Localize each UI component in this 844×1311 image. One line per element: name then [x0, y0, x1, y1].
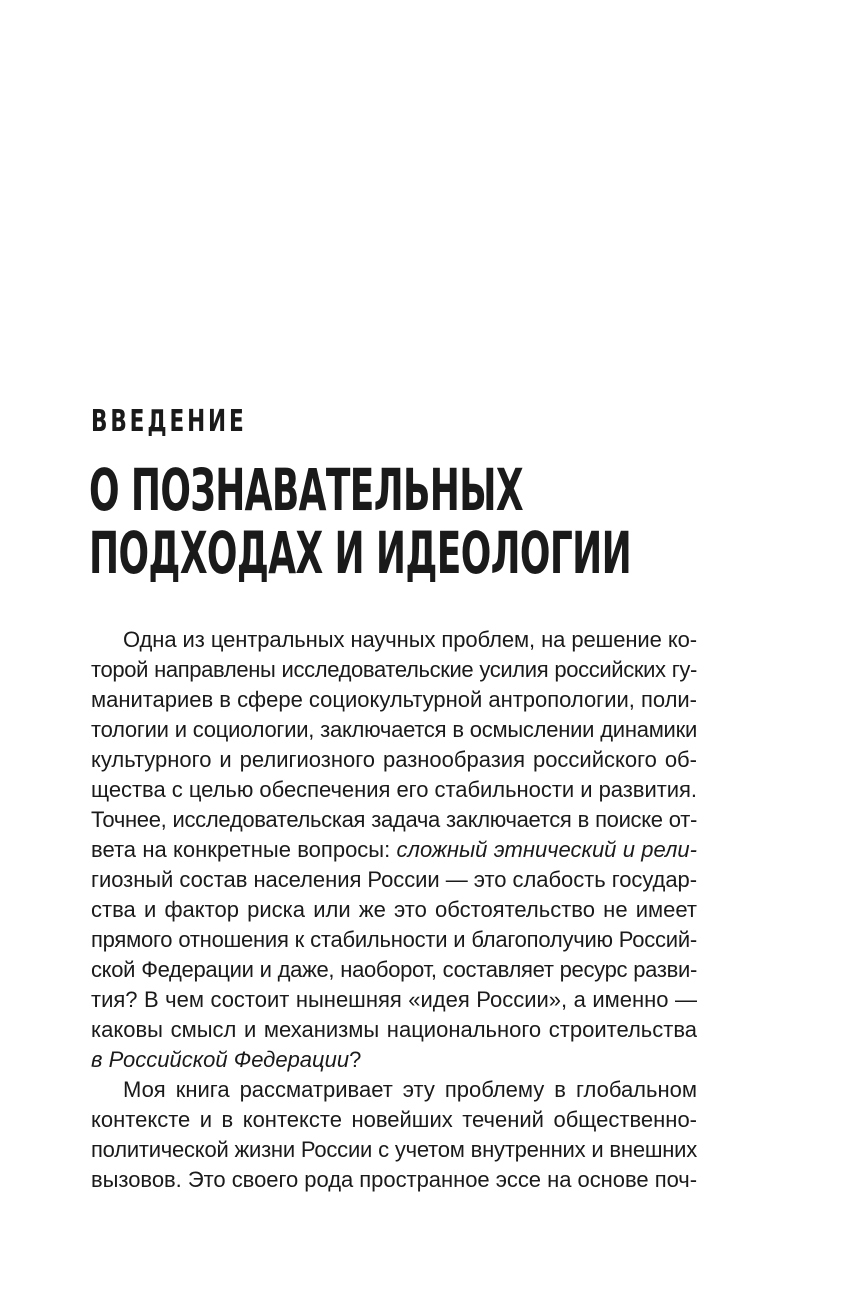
- paragraph-line: манитариев в сфере социокультурной антропологии, поли-: [91, 687, 697, 712]
- italic-line: ской Федерации и даже, наоборот, составляет ресурс разви-: [91, 957, 697, 982]
- paragraph-line: культурного и религиозного разнообразия российского об-: [91, 747, 697, 772]
- italic-segment: сложный этнический и рели-: [396, 837, 697, 862]
- italic-line: ства и фактор риска или же это обстоятельство не имеет: [91, 897, 697, 922]
- paragraph-line: вызовов. Это своего рода пространное эссе на основе поч-: [91, 1167, 697, 1192]
- italic-line: гиозный состав населения России — это слабость государ-: [91, 867, 697, 892]
- section-label: ВВЕДЕНИЕ: [91, 404, 247, 439]
- paragraph-line: торой направлены исследовательские усилия российских гу-: [91, 657, 697, 682]
- italic-line: прямого отношения к стабильности и благополучию Россий-: [91, 927, 697, 952]
- body-text: [91, 625, 697, 1195]
- chapter-title-line-1: О ПОЗНАВАТЕЛЬНЫХ: [89, 456, 523, 524]
- italic-line: каковы смысл и механизмы национального строительства: [91, 1017, 697, 1042]
- paragraph-line-mixed: [91, 835, 697, 865]
- chapter-title: [89, 456, 632, 587]
- paragraph-segment: вета на конкретные вопросы:: [91, 837, 397, 862]
- italic-line: тия? В чем состоит нынешняя «идея России», а именно —: [91, 987, 697, 1012]
- chapter-title-line-2: ПОДХОДАХ И ИДЕОЛОГИИ: [89, 519, 632, 587]
- paragraph-segment: ?: [349, 1047, 362, 1072]
- paragraph-line: контексте и в контексте новейших течений общественно-: [91, 1107, 697, 1132]
- paragraph-line: Моя книга рассматривает эту проблему в глобальном: [123, 1077, 697, 1102]
- paragraph-line: щества с целью обеспечения его стабильности и развития.: [91, 777, 697, 802]
- paragraph-line-mixed: [91, 1045, 697, 1075]
- paragraph-line: Точнее, исследовательская задача заключается в поиске от-: [91, 807, 697, 832]
- paragraph-line: тологии и социологии, заключается в осмыслении динамики: [91, 717, 697, 742]
- italic-segment: в Российской Федерации: [91, 1047, 350, 1072]
- paragraph-line: политической жизни России с учетом внутренних и внешних: [91, 1137, 697, 1162]
- paragraph-line: Одна из центральных научных проблем, на решение ко-: [123, 627, 697, 652]
